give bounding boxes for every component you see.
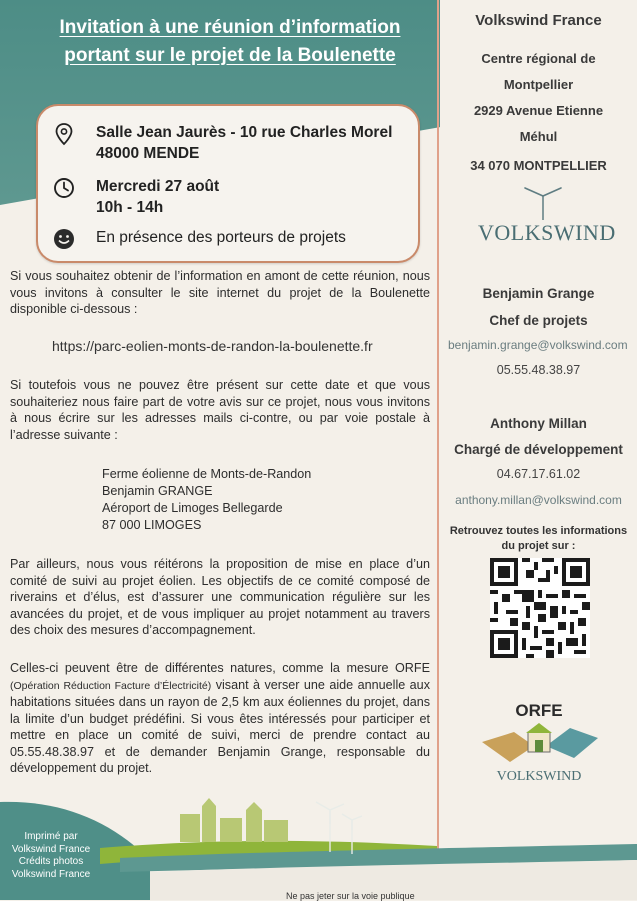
credits-line-4: Volkswind France: [11, 868, 91, 880]
contact-1-name: Benjamin Grange: [482, 286, 595, 301]
paragraph-1: Si vous souhaitez obtenir de l’information en amont de cette réunion, nous vous invitons à consulter le site internet du projet de la Boulenette disponible ci-dessous :: [10, 269, 430, 316]
qr-caption-line-2: du projet sur :: [501, 540, 576, 552]
contact-2-email[interactable]: anthony.millan@volkswind.com: [455, 493, 622, 507]
credits-line-3: Crédits photos: [18, 856, 84, 867]
meeting-time-row: [50, 176, 219, 218]
postal-address-line-3: Aéroport de Limoges Bellegarde: [102, 501, 283, 515]
paragraph-4: [10, 660, 430, 777]
smiley-icon: [50, 227, 78, 251]
title-line-2: portant sur le projet de la Boulenette: [64, 45, 396, 66]
postal-address-line-2: Benjamin GRANGE: [102, 484, 213, 498]
volkswind-logo: [478, 182, 616, 252]
page-title: [30, 14, 430, 70]
meeting-location-line-1: Salle Jean Jaurès - 10 rue Charles Morel: [96, 124, 393, 141]
credits-line-1: Imprimé par: [24, 831, 78, 842]
paragraph-4-end: visant à verser une aide annuelle aux habitations situées dans un rayon de 2,5 km aux éoliennes du projet, dans la limite d’un budget prédéfini. Si vous êtes intéressés pour participer et mettre en place un comité de suivi, merci de prendre contact au 05.55.48.38.97 et de demander Benjamin Grange, responsable du développement du projet.: [10, 677, 430, 775]
company-address-line-4: Méhul: [519, 129, 558, 144]
paragraph-4-orfe-definition: (Opération Réduction Facture d’Électricité): [10, 679, 212, 692]
qr-caption: [440, 524, 637, 554]
orfe-title: ORFE: [515, 701, 563, 720]
credits-line-2: Volkswind France: [11, 843, 91, 855]
clock-icon: [50, 176, 78, 200]
company-name: Volkswind France: [475, 12, 602, 29]
contact-2-name: Anthony Millan: [490, 416, 587, 431]
company-address-line-3: 2929 Avenue Etienne: [473, 103, 604, 118]
company-address-line-5: 34 070 MONTPELLIER: [470, 158, 607, 173]
paragraph-3: Par ailleurs, nous vous réitérons la proposition de mise en place d’un comité de suivi au projet éolien. Les objectifs de ce comité composé de riverains et d’élus, est d’assurer une communication régulière sur les avancées du projet, et de vous impliquer au projet notamment au travers des choix des mesures d’accompagnement.: [10, 557, 430, 637]
meeting-note: En présence des porteurs de projets: [96, 229, 346, 246]
contact-1-phone[interactable]: 05.55.48.38.97: [496, 363, 581, 377]
company-address-line-2: Montpellier: [503, 77, 574, 92]
orfe-brand: VOLKSWIND: [496, 769, 582, 784]
postal-address-line-1: Ferme éolienne de Monts-de-Randon: [102, 467, 312, 481]
contact-1-email[interactable]: benjamin.grange@volkswind.com: [448, 338, 628, 352]
contact-2-role: Chargé de développement: [454, 442, 623, 457]
postal-address-line-4: 87 000 LIMOGES: [102, 518, 202, 532]
meeting-info-card: [36, 104, 420, 263]
paragraph-2: Si toutefois vous ne pouvez être présent sur cette date et que vous souhaiteriez nous faire part de votre avis sur ce projet, nous vous invitons à nous écrire sur les adresses mails ci-contre, ou par voie postale à l’adresse suivante :: [10, 378, 430, 442]
wind-turbine-icon: [478, 182, 608, 222]
company-address-line-1: Centre régional de: [481, 51, 596, 66]
qr-code-icon[interactable]: [490, 558, 590, 658]
qr-caption-line-1: Retrouvez toutes les informations: [449, 525, 628, 537]
location-pin-icon: [50, 122, 78, 146]
volkswind-logo-text: VOLKSWIND: [478, 220, 616, 245]
paragraph-4-start: Celles-ci peuvent être de différentes natures, comme la mesure ORFE: [10, 661, 430, 675]
meeting-location-row: [50, 122, 392, 164]
meeting-note-row: [50, 227, 346, 251]
print-credits: [6, 831, 96, 881]
meeting-location-line-2: 48000 MENDE: [96, 145, 200, 162]
website-link[interactable]: https://parc-eolien-monts-de-randon-la-boulenette.fr: [52, 338, 373, 354]
contact-1-role: Chef de projets: [489, 313, 588, 328]
meeting-time: 10h - 14h: [96, 199, 164, 216]
contact-2-phone[interactable]: 04.67.17.61.02: [496, 467, 581, 481]
footer-note: Ne pas jeter sur la voie publique: [286, 891, 415, 901]
title-line-1: Invitation à une réunion d’information: [59, 17, 401, 38]
postal-address: [102, 466, 311, 534]
meeting-date: Mercredi 27 août: [96, 178, 220, 195]
column-divider: [437, 0, 439, 860]
orfe-logo: [474, 698, 604, 788]
